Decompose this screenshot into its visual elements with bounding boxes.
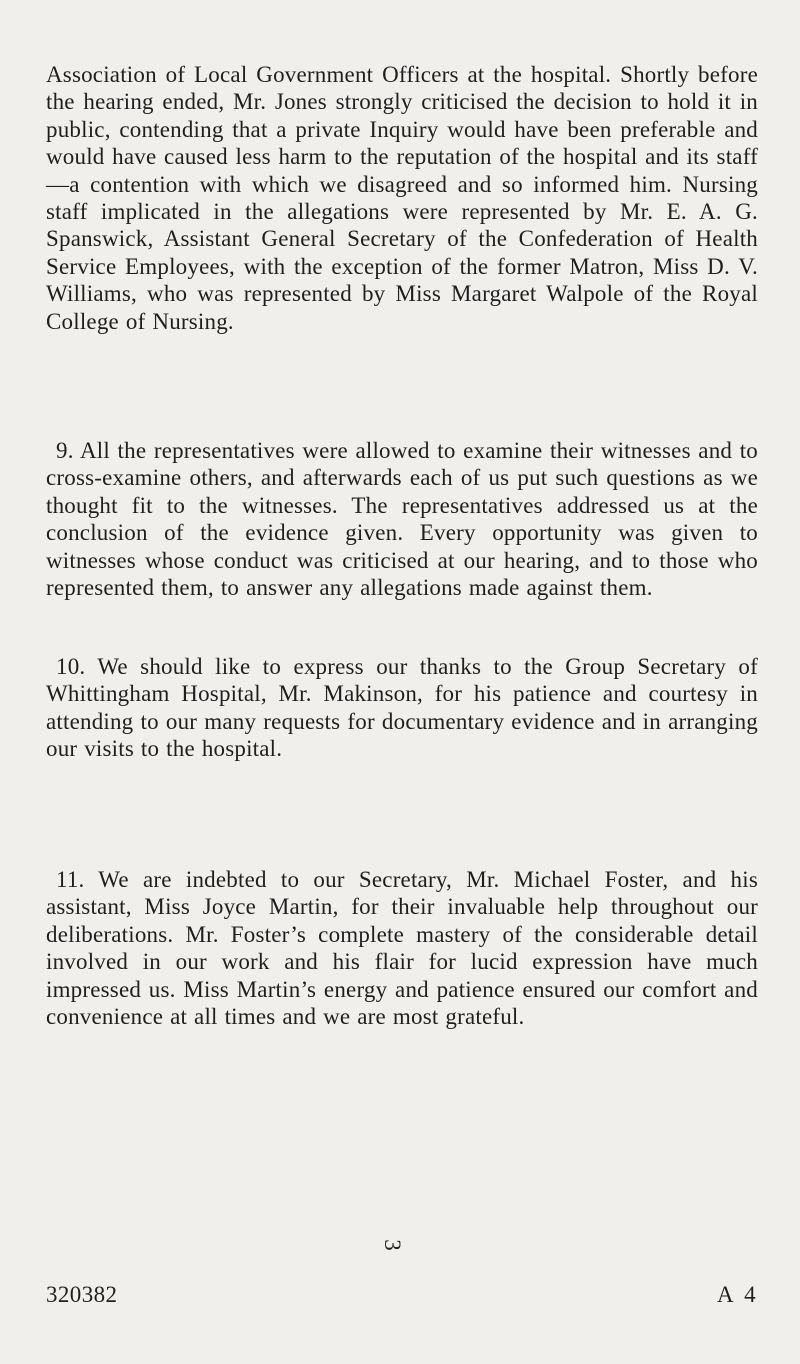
paragraph-10: 10. We should like to express our thanks to the Group Secretary of Whittingham Hospital, Mr. Makinson, for his patience and courtesy in attending to our many requests for documentary evidence and in arranging our visits to the hospital. bbox=[46, 654, 758, 762]
paragraph-intro: Association of Local Government Officers at the hospital. Shortly before the hearing ended, Mr. Jones strongly criticised the decision to hold it in public, contending that a private Inquiry would have been preferable and would have caused less harm to the reputation of the hospital and its staff—a contention with which we disagreed and so informed him. Nursing staff implicated in the allegations were represented by Mr. E. A. G. Spanswick, Assistant General Secretary of the Confederation of Health Service Employees, with the exception of the former Matron, Miss D. V. Williams, who was represented by Miss Margaret Walpole of the Royal College of Nursing. bbox=[46, 62, 758, 334]
sheet-signature: A 4 bbox=[717, 1282, 759, 1307]
page-number: 3 bbox=[379, 1239, 405, 1251]
print-code: 320382 bbox=[46, 1282, 118, 1307]
paragraph-11: 11. We are indebted to our Secretary, Mr. Michael Foster, and his assistant, Miss Joyce Martin, for their invaluable help throughout our deliberations. Mr. Foster’s complete mastery of the considerable detail involved in our work and his flair for lucid expression have much impressed us. Miss Martin’s energy and patience ensured our comfort and convenience at all times and we are most grateful. bbox=[46, 867, 758, 1030]
paragraph-9: 9. All the representatives were allowed to examine their witnesses and to cross-examine others, and afterwards each of us put such questions as we thought fit to the witnesses. The representatives addressed us at the conclusion of the evidence given. Every opportunity was given to witnesses whose conduct was criticised at our hearing, and to those who represented them, to answer any allegations made against them. bbox=[46, 438, 758, 601]
